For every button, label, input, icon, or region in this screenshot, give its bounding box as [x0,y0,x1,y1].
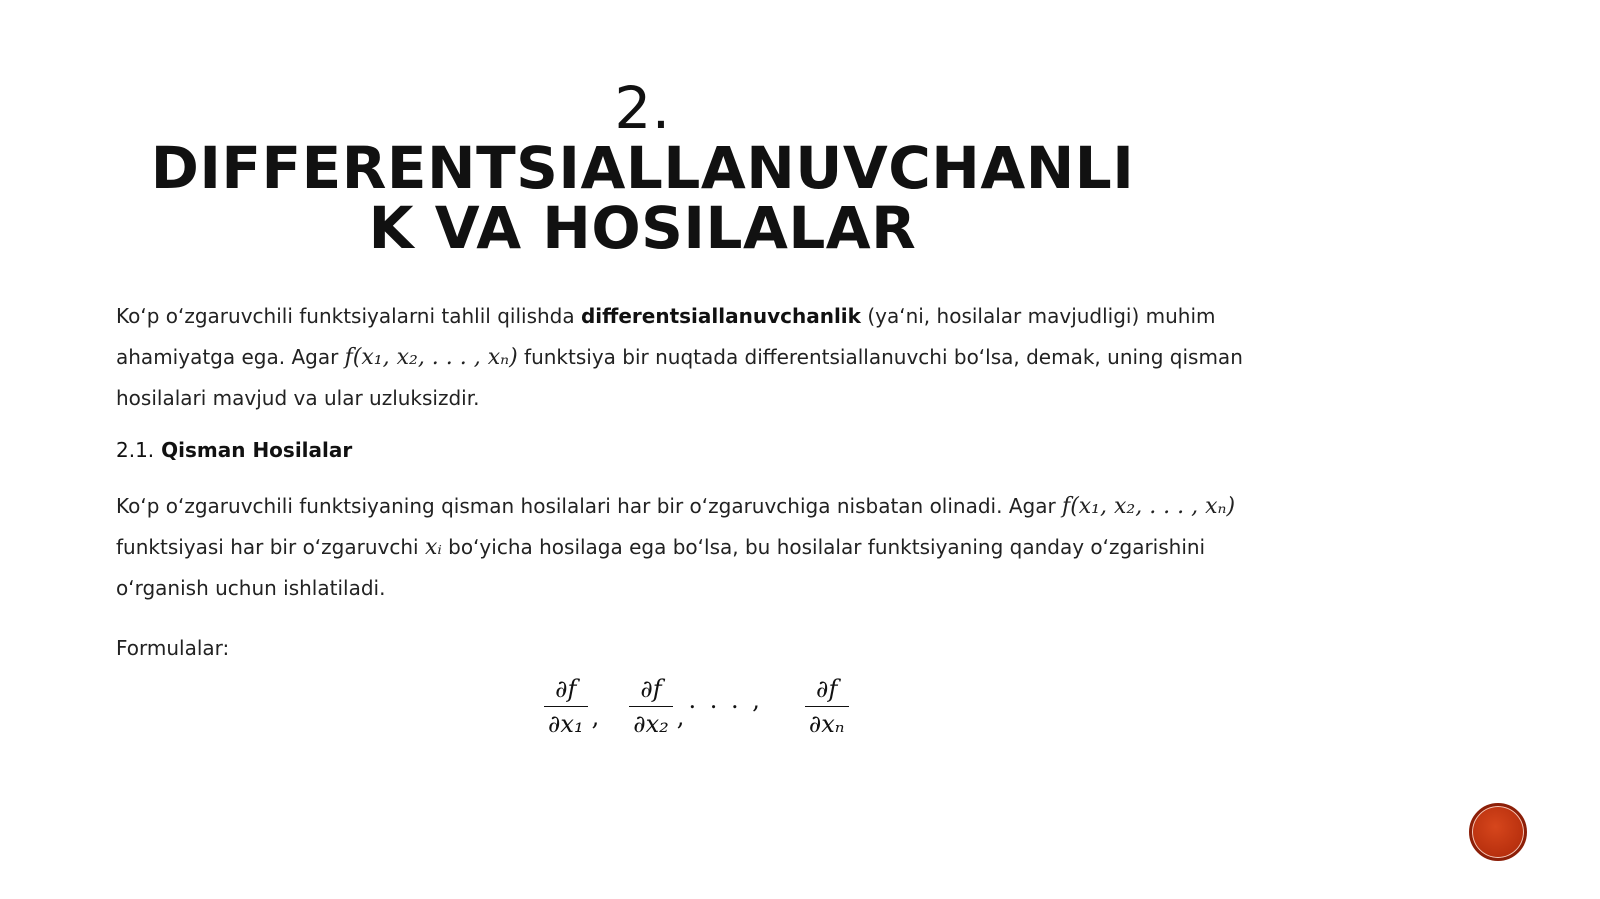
bold-term: differentsiallanuvchanlik [580,304,861,328]
next-slide-button[interactable] [1469,803,1527,861]
variable-xi: xᵢ [424,535,442,560]
fraction-2: $\frac{\partial f}{\text{∂x₂}}$ [629,672,673,741]
intro-paragraph: Koʻp oʻzgaruvchili funktsiyalarni tahlil qilishda differentsiallanuvchanlik (yaʻni, hosilalar mavjudligi) muhim ahamiyatga ega. Agar f(x₁, x₂, . . . , xₙ) funktsiya bir nuqtada differentsiallanuvchi boʻlsa, demak, uning qisman hosilalari mavjud va ular uzluksizdir. [116,304,1243,410]
ellipsis: . . . , [688,685,763,714]
title-line-1: DIFFERENTSIALLANUVCHANLI [150,134,1135,202]
formulas-label: Formulalar: [116,636,230,660]
fraction-n: $\frac{\partial f}{\text{∂xₙ}}$ [805,672,849,741]
title-line-2: K VA HOSILALAR [368,194,917,262]
section-number: 2.1. [116,438,155,462]
fraction-1: $\frac{\partial f}{\text{∂x₁}}$ [544,672,588,741]
partial-derivative-formula: $\frac{\partial f}{\text{∂x₁}}$ , $\frac{\partial f}{\text{∂x₂}}$ , . . . , $\frac{\partial f}{\text{∂xₙ}}$ [540,672,853,741]
section-title: Qisman Hosilalar [161,438,353,462]
function-expression: f(x₁, x₂, . . . , xₙ) [344,345,518,370]
section-heading [116,438,352,462]
title-number: 2. [614,74,671,142]
function-expression: f(x₁, x₂, . . . , xₙ) [1062,494,1236,519]
slide-title [150,74,1135,262]
partial-derivatives-paragraph: Koʻp oʻzgaruvchili funktsiyaning qisman hosilalari har bir oʻzgaruvchiga nisbatan olinadi. Agar f(x₁, x₂, . . . , xₙ) funktsiyasi har bir oʻzgaruvchi xᵢ boʻyicha hosilaga ega boʻlsa, bu hosilalar funktsiyaning qanday oʻzgarishini oʻrganish uchun ishlatiladi. [116,494,1236,600]
